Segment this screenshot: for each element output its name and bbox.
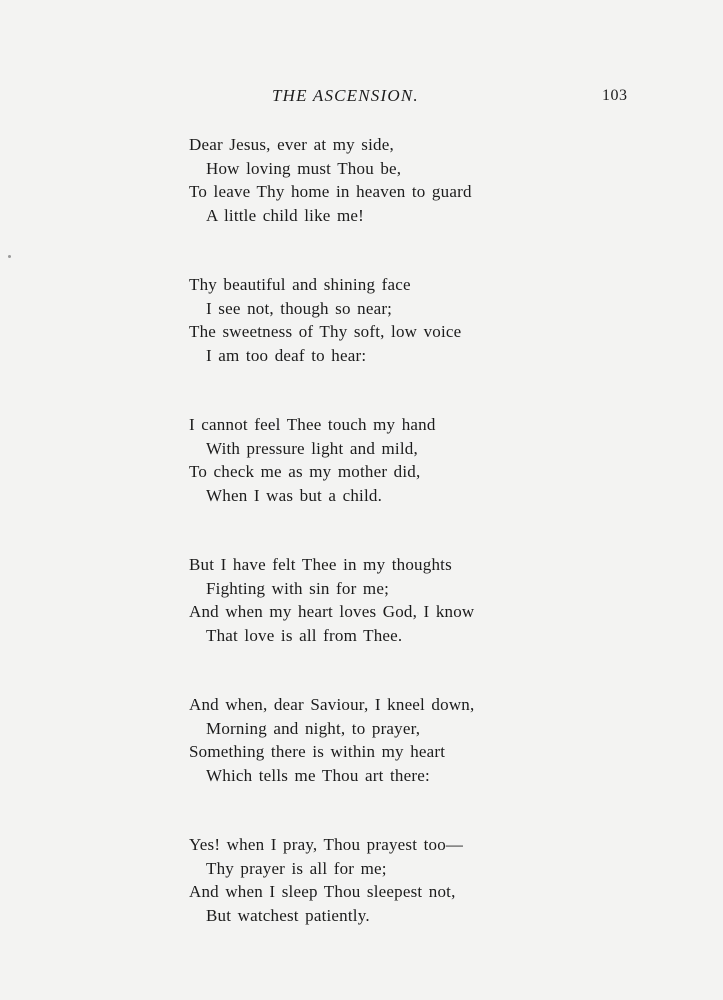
poem-line: To leave Thy home in heaven to guard (189, 182, 472, 201)
poem-line: With pressure light and mild, (206, 438, 418, 458)
poem-line: But I have felt Thee in my thoughts (189, 555, 452, 574)
poem-line: That love is all from Thee. (206, 625, 403, 645)
stanza-6 (189, 833, 689, 927)
stanza-4 (189, 553, 689, 647)
poem-line: Yes! when I pray, Thou prayest too— (189, 835, 464, 854)
poem-line: Thy beautiful and shining face (189, 275, 411, 294)
poem-line: To check me as my mother did, (189, 462, 421, 481)
poem-line: How loving must Thou be, (206, 158, 402, 178)
page-number: 103 (602, 87, 628, 104)
stanza-2 (189, 273, 689, 367)
stanza-3 (189, 413, 689, 507)
poem-line: Which tells me Thou art there: (206, 765, 430, 785)
poem-line: The sweetness of Thy soft, low voice (189, 322, 462, 341)
poem-line: But watchest patiently. (206, 905, 370, 925)
poem-line: I cannot feel Thee touch my hand (189, 415, 436, 434)
poem-line: I see not, though so near; (206, 298, 393, 318)
poem-line: And when my heart loves God, I know (189, 602, 475, 621)
running-head (0, 86, 723, 110)
poem-line: A little child like me! (206, 205, 365, 225)
poem-line: Fighting with sin for me; (206, 578, 389, 598)
stanza-5 (189, 693, 689, 787)
page-speck (8, 255, 11, 258)
poem (189, 133, 689, 973)
poem-line: And when, dear Saviour, I kneel down, (189, 695, 475, 714)
poem-line: Morning and night, to prayer, (206, 718, 421, 738)
poem-line: Something there is within my heart (189, 742, 446, 761)
poem-line: Dear Jesus, ever at my side, (189, 135, 394, 154)
poem-line: I am too deaf to hear: (206, 345, 367, 365)
poem-line: When I was but a child. (206, 485, 383, 505)
poem-line: Thy prayer is all for me; (206, 858, 387, 878)
stanza-1 (189, 133, 689, 227)
running-title: THE ASCENSION. (272, 86, 419, 105)
poem-line: And when I sleep Thou sleepest not, (189, 882, 456, 901)
